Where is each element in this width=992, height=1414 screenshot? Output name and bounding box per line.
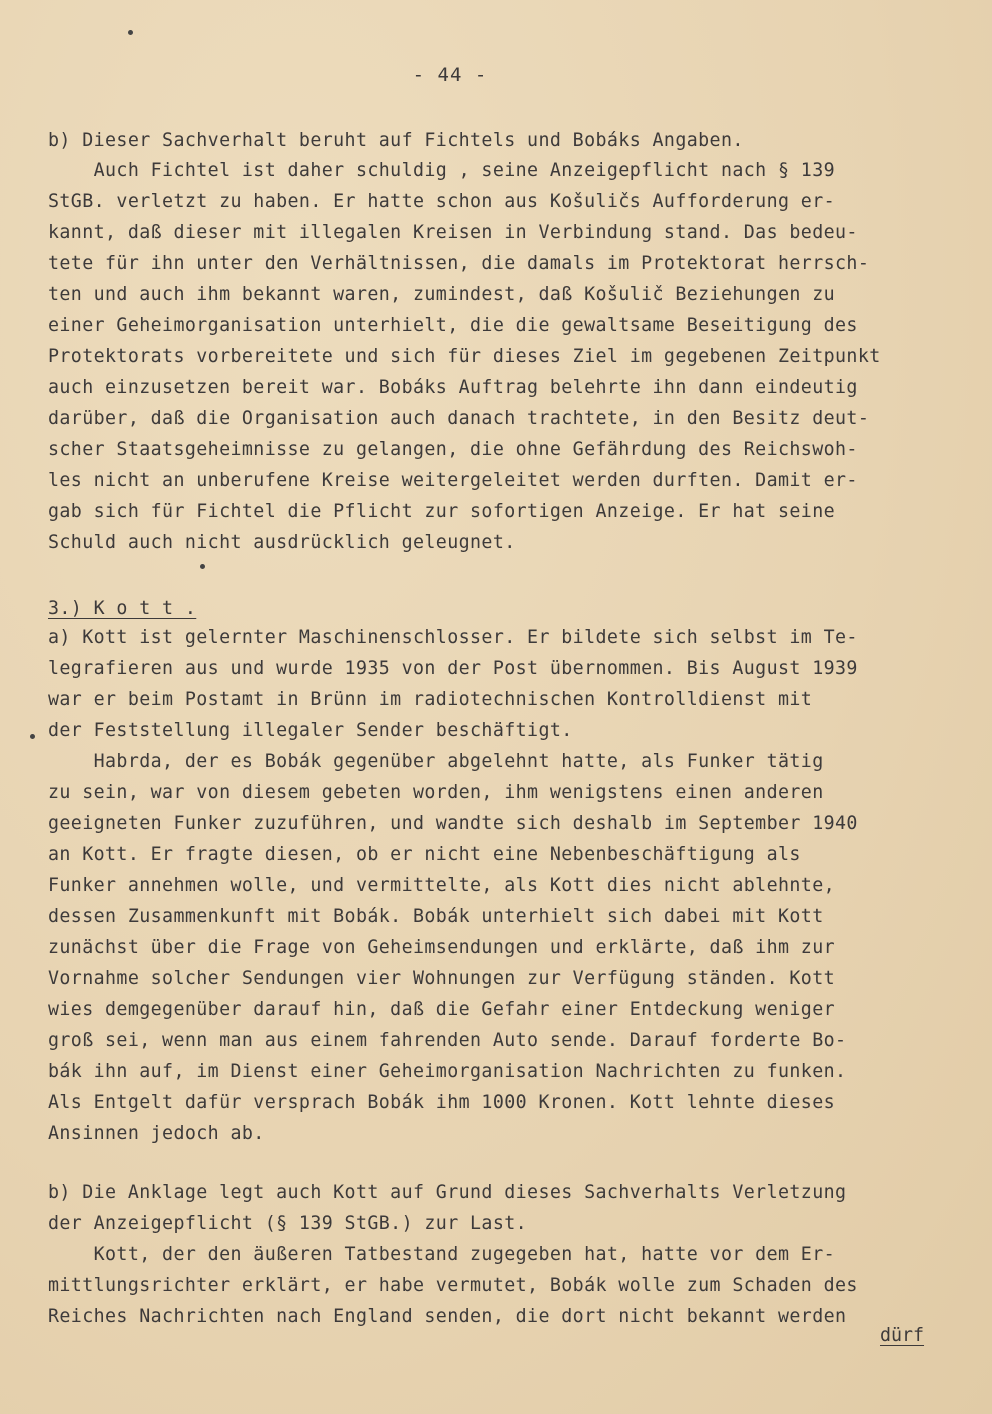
text-line: b) Die Anklage legt auch Kott auf Grund dieses Sachverhalts Verletzung — [48, 1182, 847, 1203]
text-line: b) Dieser Sachverhalt beruht auf Fichtels und Bobáks Angaben. — [48, 130, 744, 151]
text-line: zu sein, war von diesem gebeten worden, ihm wenigstens einen anderen — [48, 782, 824, 803]
text-line: Kott, der den äußeren Tatbestand zugegeben hat, hatte vor dem Er- — [48, 1244, 836, 1265]
text-line: les nicht an unberufene Kreise weitergeleitet werden durften. Damit er- — [48, 470, 858, 491]
text-line: zunächst über die Frage von Geheimsendungen und erklärte, daß ihm zur — [48, 937, 836, 958]
ink-speck — [30, 734, 35, 739]
ink-speck — [128, 30, 133, 35]
text-line: war er beim Postamt in Brünn im radiotechnischen Kontrolldienst mit — [48, 689, 813, 710]
text-line: Vornahme solcher Sendungen vier Wohnungen zur Verfügung ständen. Kott — [48, 968, 836, 989]
text-line: 3.) K o t t . — [48, 598, 197, 619]
text-line: a) Kott ist gelernter Maschinenschlosser. Er bildete sich selbst im Te- — [48, 627, 858, 648]
text-line: bák ihn auf, im Dienst einer Geheimorganisation Nachrichten zu funken. — [48, 1061, 847, 1082]
text-line: scher Staatsgeheimnisse zu gelangen, die ohne Gefährdung des Reichswoh- — [48, 439, 858, 460]
text-line: Schuld auch nicht ausdrücklich geleugnet. — [48, 532, 516, 553]
text-line: Als Entgelt dafür versprach Bobák ihm 1000 Kronen. Kott lehnte dieses — [48, 1092, 836, 1113]
text-line: ten und auch ihm bekannt waren, zumindest, daß Košulič Beziehungen zu — [48, 284, 836, 305]
catchword: dürf — [880, 1325, 925, 1346]
text-line: einer Geheimorganisation unterhielt, die die gewaltsame Beseitigung des — [48, 315, 858, 336]
text-line: Ansinnen jedoch ab. — [48, 1123, 265, 1144]
text-line: StGB. verletzt zu haben. Er hatte schon aus Košuličs Aufforderung er- — [48, 191, 836, 212]
text-line: mittlungsrichter erklärt, er habe vermutet, Bobák wolle zum Schaden des — [48, 1275, 858, 1296]
text-line: tete für ihn unter den Verhältnissen, die damals im Protektorat herrsch- — [48, 253, 870, 274]
text-line: groß sei, wenn man aus einem fahrenden Auto sende. Darauf forderte Bo- — [48, 1030, 847, 1051]
ink-speck — [200, 564, 205, 569]
text-line: auch einzusetzen bereit war. Bobáks Auftrag belehrte ihn dann eindeutig — [48, 377, 858, 398]
text-line: der Feststellung illegaler Sender beschäftigt. — [48, 720, 573, 741]
text-line: Reiches Nachrichten nach England senden, die dort nicht bekannt werden — [48, 1306, 847, 1327]
text-line: darüber, daß die Organisation auch danach trachtete, in den Besitz deut- — [48, 408, 870, 429]
page-number: - 44 - — [412, 64, 488, 86]
text-line: Auch Fichtel ist daher schuldig , seine Anzeigepflicht nach § 139 — [48, 160, 836, 181]
text-line: der Anzeigepflicht (§ 139 StGB.) zur Last. — [48, 1213, 528, 1234]
text-line: legrafieren aus und wurde 1935 von der Post übernommen. Bis August 1939 — [48, 658, 858, 679]
text-line: kannt, daß dieser mit illegalen Kreisen in Verbindung stand. Das bedeu- — [48, 222, 858, 243]
text-line: Protektorats vorbereitete und sich für dieses Ziel im gegebenen Zeitpunkt — [48, 346, 881, 367]
text-line: gab sich für Fichtel die Pflicht zur sofortigen Anzeige. Er hat seine — [48, 501, 836, 522]
text-line: Funker annehmen wolle, und vermittelte, als Kott dies nicht ablehnte, — [48, 875, 836, 896]
text-line: geeigneten Funker zuzuführen, und wandte sich deshalb im September 1940 — [48, 813, 858, 834]
text-line: wies demgegenüber darauf hin, daß die Gefahr einer Entdeckung weniger — [48, 999, 836, 1020]
text-line: Habrda, der es Bobák gegenüber abgelehnt hatte, als Funker tätig — [48, 751, 824, 772]
text-line: dessen Zusammenkunft mit Bobák. Bobák unterhielt sich dabei mit Kott — [48, 906, 824, 927]
text-line: an Kott. Er fragte diesen, ob er nicht eine Nebenbeschäftigung als — [48, 844, 801, 865]
